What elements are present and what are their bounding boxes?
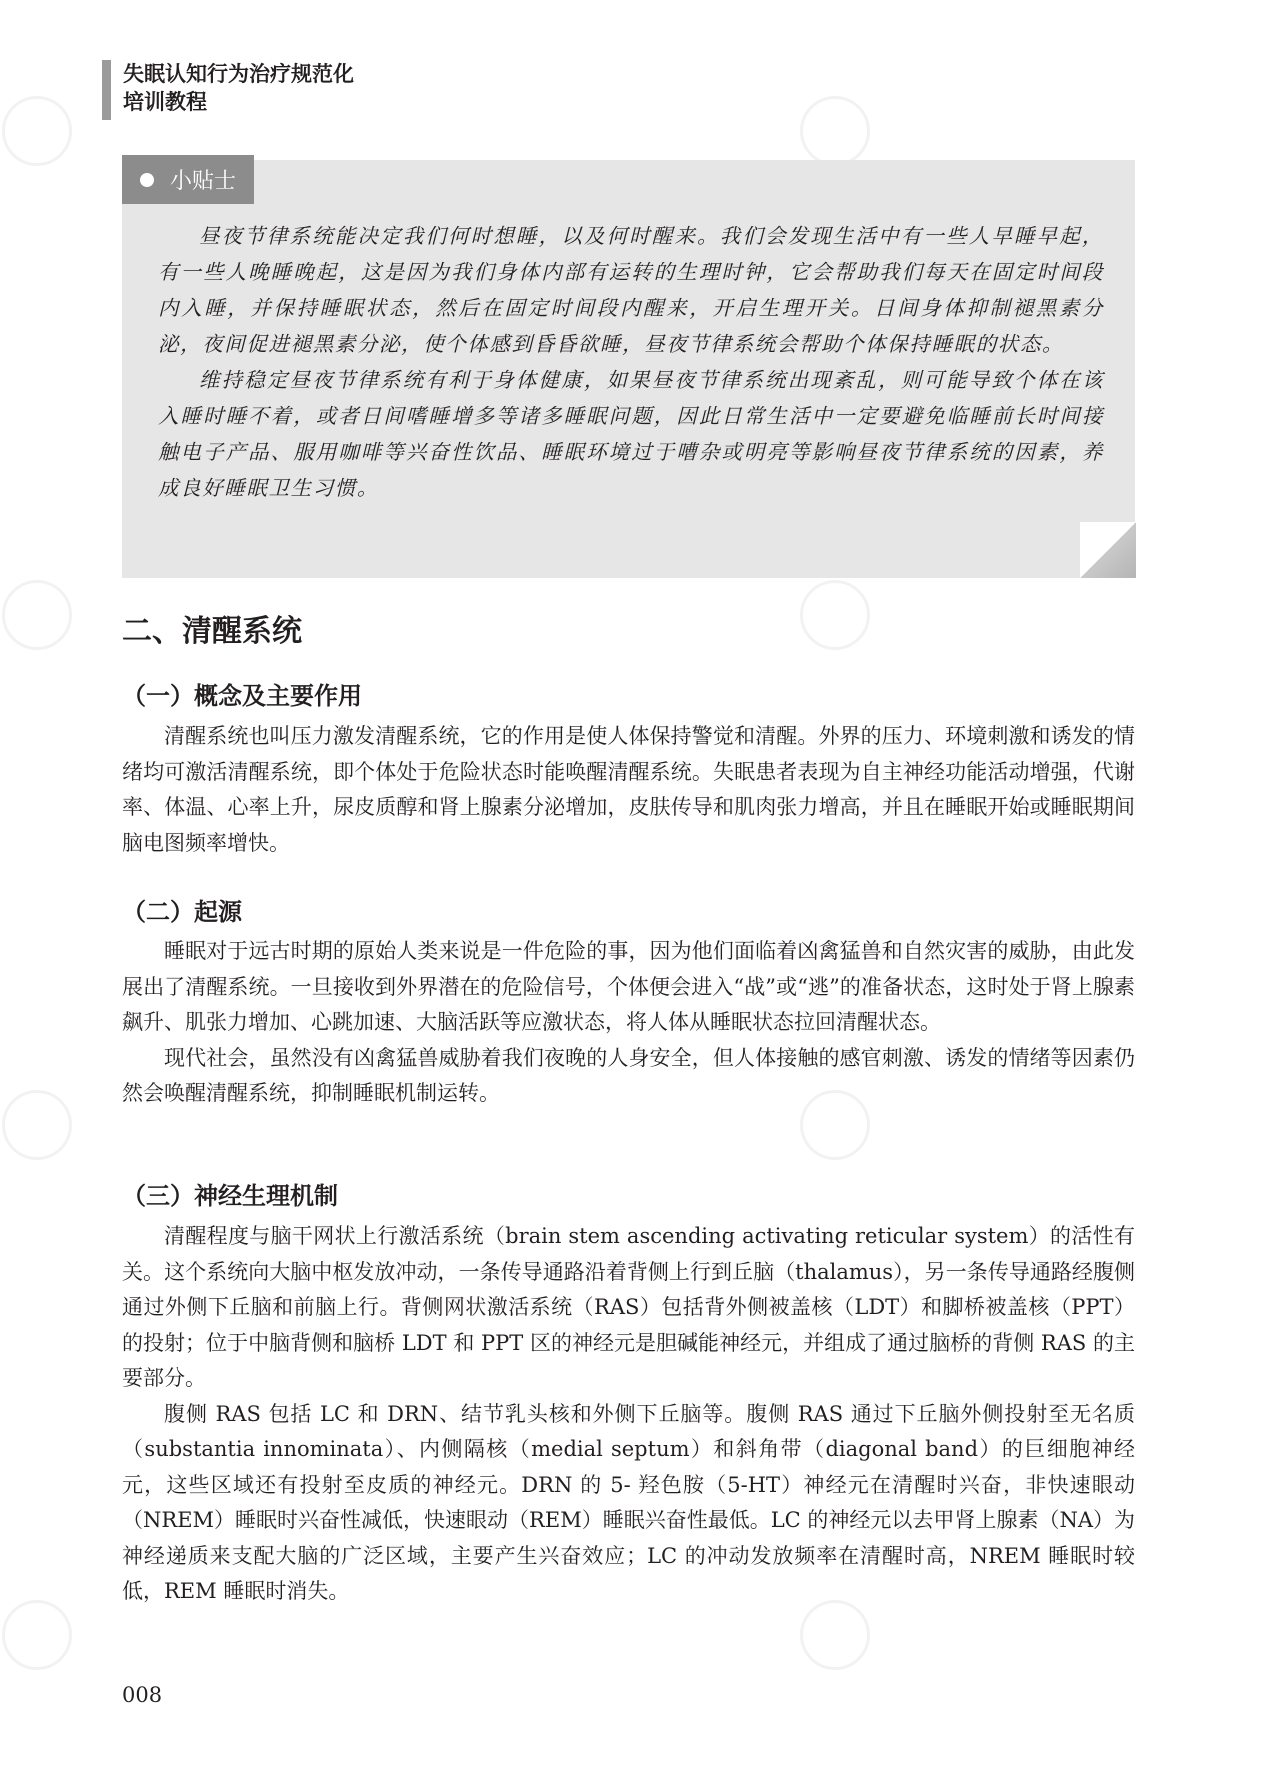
tips-paragraph: 昼夜节律系统能决定我们何时想睡，以及何时醒来。我们会发现生活中有一些人早睡早起，有一些人晚睡晚起，这是因为我们身体内部有运转的生理时钟，它会帮助我们每天在固定时间段内入睡，并保持睡眠状态，然后在固定时间段内醒来，开启生理开关。日间身体抑制褪黑素分泌，夜间促进褪黑素分泌，使个体感到昏昏欲睡，昼夜节律系统会帮助个体保持睡眠的状态。 (158, 224, 1104, 356)
publisher-watermark-logo-icon (800, 580, 870, 650)
publisher-watermark-logo-icon (800, 1600, 870, 1670)
body-paragraph: 现代社会，虽然没有凶禽猛兽威胁着我们夜晚的人身安全，但人体接触的感官刺激、诱发的情绪等因素仍然会唤醒清醒系统，抑制睡眠机制运转。 (122, 1045, 1135, 1105)
subsection-body (122, 1219, 1135, 1610)
running-header (102, 60, 354, 120)
running-header-book-title: 失眠认知行为治疗规范化 (123, 62, 354, 86)
running-header-subtitle: 培训教程 (123, 90, 207, 114)
tips-box-folded-corner (1080, 522, 1136, 578)
publisher-watermark-logo-icon (2, 580, 72, 650)
publisher-watermark-logo-icon (2, 1600, 72, 1670)
tips-paragraph: 维持稳定昼夜节律系统有利于身体健康，如果昼夜节律系统出现紊乱，则可能导致个体在该入睡时睡不着，或者日间嗜睡增多等诸多睡眠问题，因此日常生活中一定要避免临睡前长时间接触电子产品、服用咖啡等兴奋性饮品、睡眠环境过于嘈杂或明亮等影响昼夜节律系统的因素，养成良好睡眠卫生习惯。 (158, 368, 1104, 500)
subsection-heading: （二）起源 (122, 898, 242, 926)
tips-text (158, 218, 1104, 506)
publisher-watermark-logo-icon (800, 96, 870, 166)
body-paragraph: 清醒程度与脑干网状上行激活系统（brain stem ascending activating reticular system）的活性有关。这个系统向大脑中枢发放冲动，一条传导通路沿着背侧上行到丘脑（thalamus），另一条传导通路经腹侧通过外侧下丘脑和前脑上行。背侧网状激活系统（RAS）包括背外侧被盖核（LDT）和脚桥被盖核（PPT）的投射；位于中脑背侧和脑桥 LDT 和 PPT 区的神经元是胆碱能神经元，并组成了通过脑桥的背侧 RAS 的主要部分。 (122, 1224, 1135, 1390)
subsection-body (122, 934, 1135, 1112)
publisher-watermark-logo-icon (2, 1090, 72, 1160)
tips-label: 小贴士 (170, 169, 237, 194)
section-heading: 二、清醒系统 (122, 614, 302, 649)
subsection-heading: （三）神经生理机制 (122, 1182, 338, 1210)
body-paragraph: 腹侧 RAS 包括 LC 和 DRN、结节乳头核和外侧下丘脑等。腹侧 RAS 通过下丘脑外侧投射至无名质（substantia innominata）、内侧隔核（medial septum）和斜角带（diagonal band）的巨细胞神经元，这些区域还有投射至皮质的神经元。DRN 的 5- 羟色胺（5-HT）神经元在清醒时兴奋，非快速眼动（NREM）睡眠时兴奋性减低，快速眼动（REM）睡眠兴奋性最低。LC 的神经元以去甲肾上腺素（NA）为神经递质来支配大脑的广泛区域，主要产生兴奋效应；LC 的冲动发放频率在清醒时高，NREM 睡眠时较低，REM 睡眠时消失。 (122, 1401, 1135, 1603)
bullet-dot-icon (140, 173, 154, 187)
tips-label-tab (122, 155, 254, 204)
page-number: 008 (122, 1683, 163, 1707)
publisher-watermark-logo-icon (2, 96, 72, 166)
body-paragraph: 清醒系统也叫压力激发清醒系统，它的作用是使人体保持警觉和清醒。外界的压力、环境刺激和诱发的情绪均可激活清醒系统，即个体处于危险状态时能唤醒清醒系统。失眠患者表现为自主神经功能活动增强，代谢率、体温、心率上升，尿皮质醇和肾上腺素分泌增加，皮肤传导和肌肉张力增高，并且在睡眠开始或睡眠期间脑电图频率增快。 (122, 724, 1135, 855)
body-paragraph: 睡眠对于远古时期的原始人类来说是一件危险的事，因为他们面临着凶禽猛兽和自然灾害的威胁，由此发展出了清醒系统。一旦接收到外界潜在的危险信号，个体便会进入“战”或“逃”的准备状态，这时处于肾上腺素飙升、肌张力增加、心跳加速、大脑活跃等应激状态，将人体从睡眠状态拉回清醒状态。 (122, 939, 1135, 1034)
subsection-body (122, 719, 1135, 861)
subsection-heading: （一）概念及主要作用 (122, 682, 362, 710)
